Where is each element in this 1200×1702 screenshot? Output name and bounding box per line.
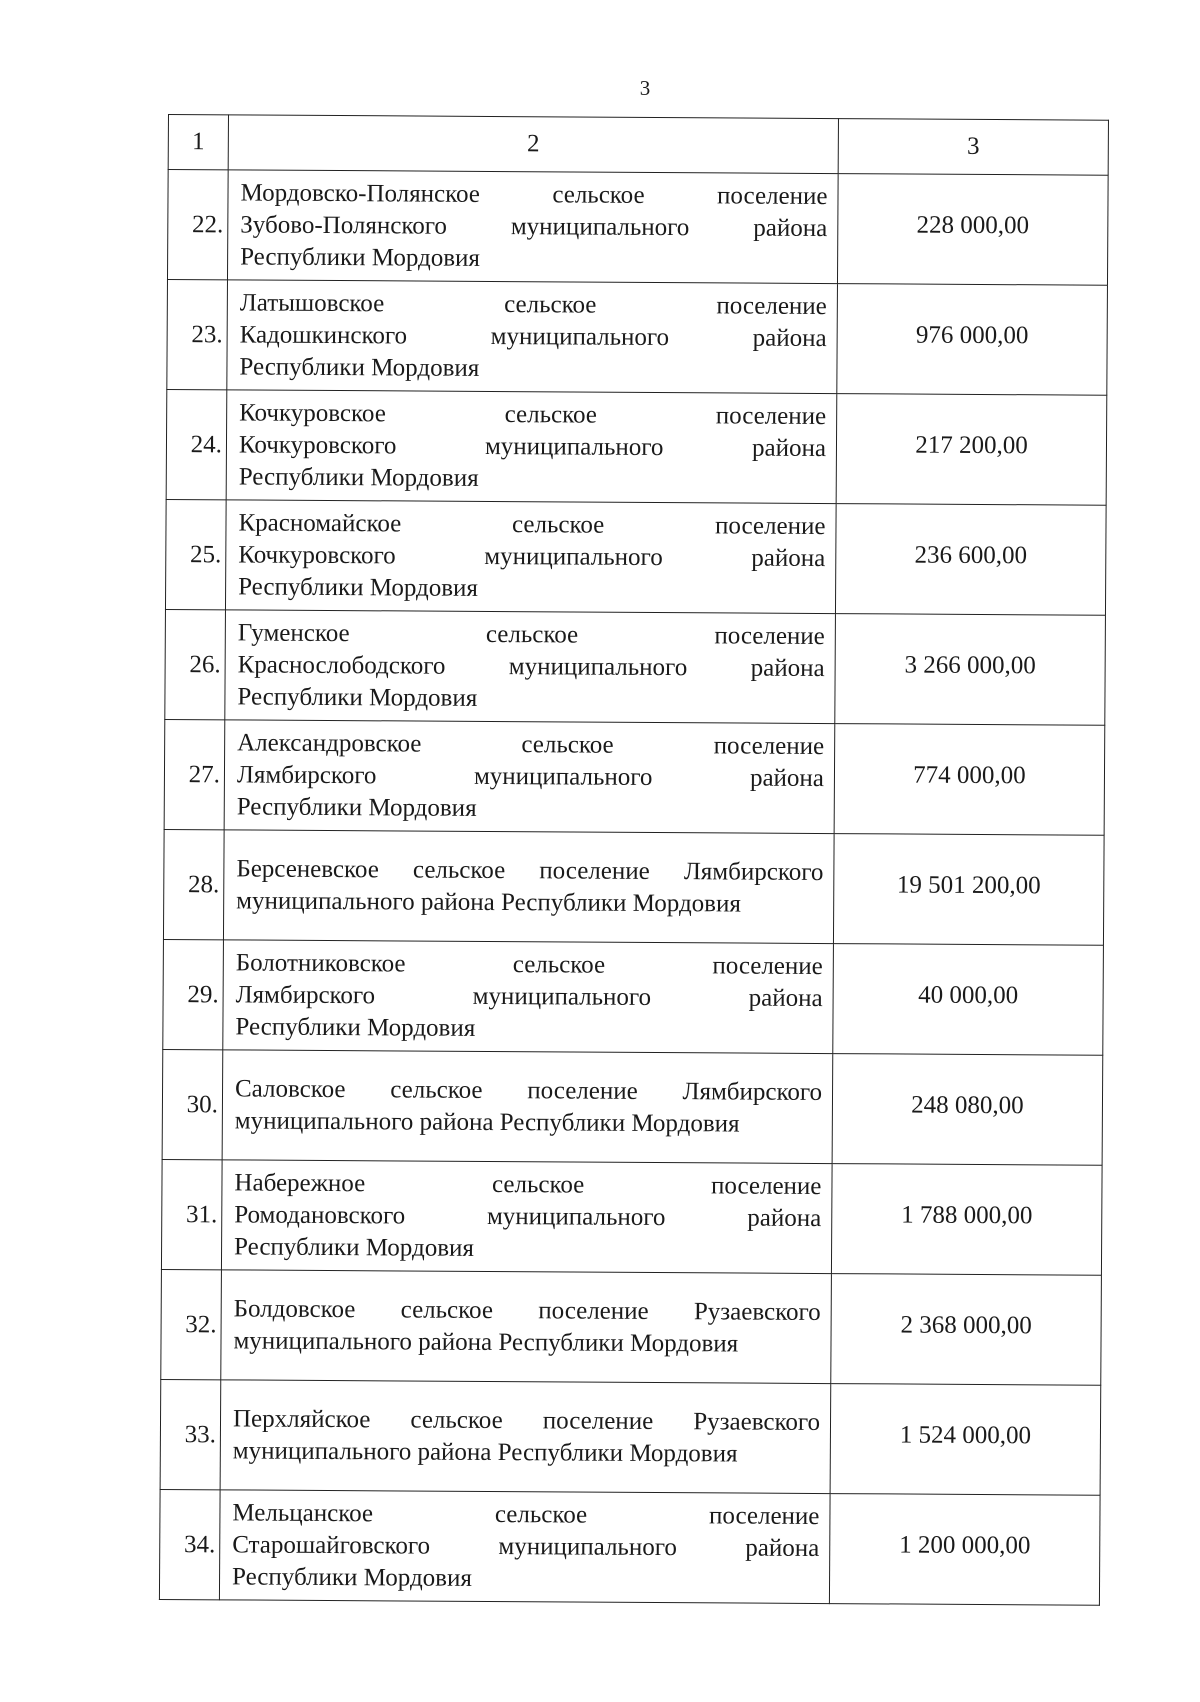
table-row [167,170,1108,286]
settlement-name [221,1160,832,1274]
amount-value: 248 080,00 [832,1054,1103,1166]
settlement-name-line: Кадошкинского муниципального района [239,320,827,352]
table-row [160,1379,1101,1495]
row-number: 26. [165,609,226,719]
settlement-name-line: Лямбирского муниципального района [236,760,825,792]
table-row [163,939,1104,1055]
amount-value: 236 600,00 [835,504,1106,616]
table-row [162,1049,1103,1165]
header-cell-3: 3 [838,119,1108,176]
row-number: 24. [166,389,227,499]
table-row [161,1159,1102,1275]
settlement-name [227,280,838,394]
table-row [164,719,1105,835]
settlement-name-line: Кочкуровского муниципального района [238,430,827,462]
header-cell-2: 2 [228,115,838,174]
settlement-name-line: Берсеневское сельское поселение Лямбирского [236,854,824,886]
row-number: 28. [163,829,224,939]
row-number: 32. [161,1269,222,1379]
settlement-name [223,830,834,944]
amount-value: 19 501 200,00 [833,834,1104,946]
row-number: 23. [167,279,228,389]
row-number: 33. [160,1379,221,1489]
table-row [163,829,1104,945]
settlement-name [223,940,834,1054]
settlement-name-line: Гуменское сельское поселение [237,618,825,650]
settlement-name-line: Мордовско-Полянское сельское поселение [240,178,828,210]
amount-value: 774 000,00 [834,724,1105,836]
settlement-name-line: Республики Мордовия [231,1562,472,1592]
settlement-name-line: Саловское сельское поселение Лямбирского [234,1074,823,1106]
settlement-name-line: Кочкуровское сельское поселение [239,398,827,430]
settlement-name-line: Перхляйское сельское поселение Рузаевского [232,1404,821,1436]
amount-value: 3 266 000,00 [835,614,1106,726]
settlement-name-line: Зубово-Полянского муниципального района [240,210,828,242]
amount-value: 40 000,00 [833,944,1104,1056]
table-header-row [168,115,1108,176]
table-row [161,1269,1102,1385]
table-row [167,279,1108,395]
settlement-name [221,1270,832,1384]
page-number: 3 [639,76,651,100]
settlement-name-line: Кочкуровского муниципального района [238,540,826,572]
amount-value: 1 524 000,00 [830,1384,1101,1496]
row-number: 30. [162,1049,223,1159]
settlement-name-line: Болотниковское сельское поселение [235,948,823,980]
settlement-name-line: Республики Мордовия [239,352,480,382]
amount-value: 217 200,00 [836,394,1107,506]
settlement-name-line: Мельцанское сельское поселение [232,1498,820,1530]
header-cell-1: 1 [168,115,228,170]
settlement-name-line: Латышовское сельское поселение [239,288,827,320]
amount-value: 2 368 000,00 [831,1274,1102,1386]
table-row [166,389,1107,505]
amount-value: 1 200 000,00 [829,1494,1100,1606]
settlement-name [224,720,835,834]
settlement-name-line: Республики Мордовия [234,1232,475,1262]
amount-value: 1 788 000,00 [831,1164,1102,1276]
settlement-name [227,170,838,284]
settlement-name-line: Республики Мордовия [240,242,481,272]
row-number: 22. [167,170,228,280]
table-row [165,499,1106,615]
settlement-name-line: Набережное сельское поселение [234,1168,822,1200]
settlement-name [220,1380,831,1494]
settlement-name [226,390,837,504]
allocation-table [159,114,1109,1606]
settlement-name-line: Ромодановского муниципального района [234,1200,822,1232]
settlement-name-line: муниципального района Республики Мордовия [232,1436,738,1468]
row-number: 25. [165,499,226,609]
settlement-name-line: Александровское сельское поселение [237,728,825,760]
settlement-name [225,610,836,724]
settlement-name-line: Республики Мордовия [238,462,479,492]
settlement-name [225,500,836,614]
settlement-name-line: муниципального района Республики Мордовия [233,1326,739,1358]
row-number: 29. [163,939,224,1049]
row-number: 27. [164,719,225,829]
settlement-name-line: Красномайское сельское поселение [238,508,826,540]
amount-value: 976 000,00 [837,284,1108,396]
table-row [165,609,1106,725]
settlement-name-line: Старошайговского муниципального района [232,1530,820,1562]
settlement-name-line: Республики Мордовия [235,1012,476,1042]
settlement-name [222,1050,833,1164]
row-number: 31. [161,1159,222,1269]
settlement-name-line: Болдовское сельское поселение Рузаевского [233,1294,821,1326]
settlement-name-line: Лямбирского муниципального района [235,980,823,1012]
amount-value: 228 000,00 [837,174,1108,286]
settlement-name-line: Республики Мордовия [237,682,478,712]
settlement-name-line: Республики Мордовия [236,792,477,822]
settlement-name-line: Республики Мордовия [238,572,479,602]
settlement-name-line: муниципального района Республики Мордовия [234,1106,740,1138]
table-row [159,1489,1100,1605]
settlement-name [219,1490,830,1604]
settlement-name-line: Краснослободского муниципального района [237,650,825,682]
row-number: 34. [159,1489,220,1599]
settlement-name-line: муниципального района Республики Мордовия [236,886,741,918]
